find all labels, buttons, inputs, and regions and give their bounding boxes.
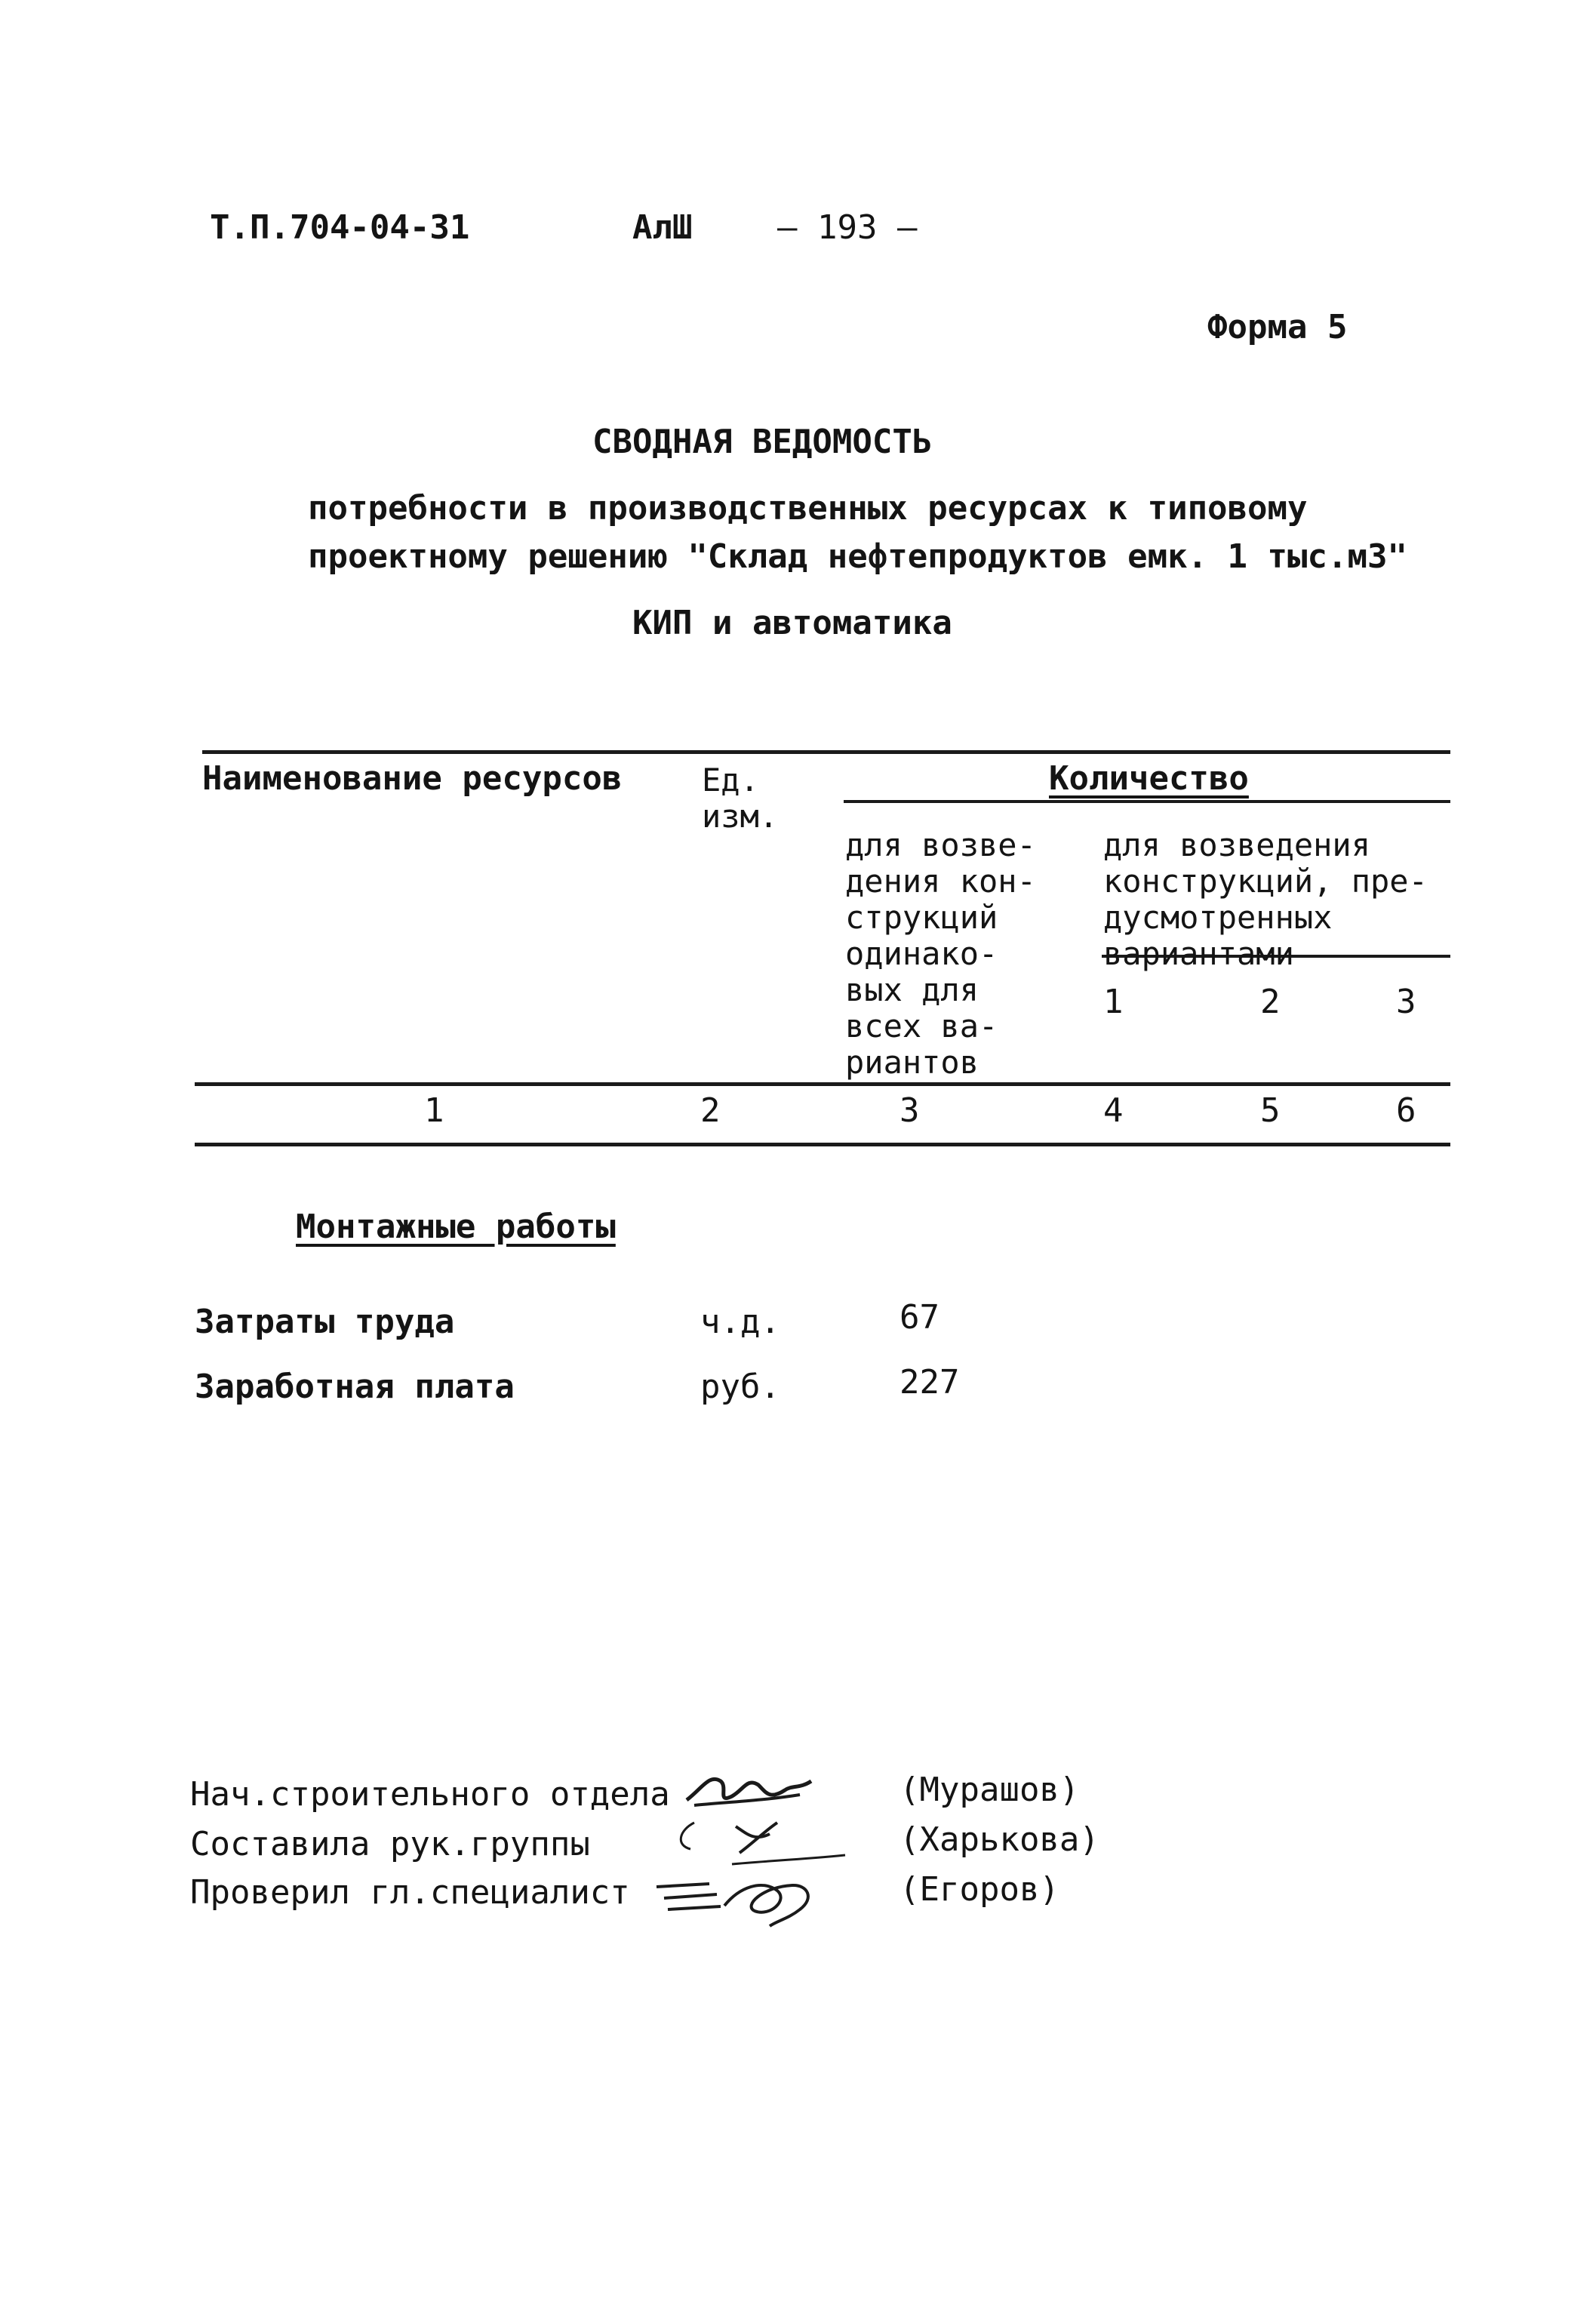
- header-quantity: Количество: [1049, 759, 1249, 798]
- header-common-constructions: для возве- дения кон- струкций одинако- вых для всех ва- риантов: [845, 826, 1036, 1081]
- subtitle-line-2: проектному решению "Склад нефтепродуктов емк. 1 тыс.м3": [308, 537, 1407, 576]
- page-number: — 193 —: [777, 208, 918, 247]
- section-heading: КИП и автоматика: [632, 604, 952, 642]
- column-number-3: 3: [899, 1091, 920, 1130]
- header-unit: Ед. изм.: [702, 762, 779, 835]
- row-wage-unit: руб.: [700, 1368, 780, 1406]
- handwritten-signature-1: [679, 1759, 830, 1819]
- row-wage-name: Заработная плата: [195, 1368, 515, 1406]
- header-variant-3: 3: [1396, 983, 1416, 1021]
- handwritten-signature-3: [649, 1864, 845, 1932]
- header-resource-name: Наименование ресурсов: [202, 759, 623, 798]
- signature-role-2: Составила рук.группы: [190, 1825, 590, 1863]
- table-section-title: Монтажные работы: [296, 1208, 616, 1246]
- row-labor-name: Затраты труда: [195, 1303, 455, 1341]
- column-number-1: 1: [424, 1091, 444, 1130]
- column-number-2: 2: [700, 1091, 721, 1130]
- album-label: АлШ: [632, 208, 693, 247]
- signature-name-1: (Мурашов): [899, 1771, 1080, 1809]
- header-variant-constructions: для возведения конструкций, пре- дусмотренных вариантами: [1103, 826, 1428, 972]
- form-label: Форма 5: [1207, 308, 1348, 346]
- quantity-underline: [844, 800, 1450, 803]
- signature-role-3: Проверил гл.специалист: [190, 1873, 630, 1912]
- document-title: СВОДНАЯ ВЕДОМОСТЬ: [592, 423, 933, 461]
- signature-name-2: (Харькова): [899, 1820, 1099, 1859]
- header-bottom-rule: [195, 1082, 1450, 1086]
- header-variant-2: 2: [1260, 983, 1281, 1021]
- table-top-rule: [202, 750, 1450, 754]
- document-code: Т.П.704-04-31: [210, 208, 470, 247]
- numbers-bottom-rule: [195, 1143, 1450, 1146]
- signature-name-3: (Егоров): [899, 1870, 1059, 1909]
- column-number-6: 6: [1396, 1091, 1416, 1130]
- header-variant-1: 1: [1103, 983, 1124, 1021]
- row-wage-value: 227: [899, 1363, 960, 1402]
- signature-role-1: Нач.строительного отдела: [190, 1775, 670, 1814]
- row-labor-unit: ч.д.: [700, 1303, 780, 1341]
- column-number-4: 4: [1103, 1091, 1124, 1130]
- column-number-5: 5: [1260, 1091, 1281, 1130]
- subtitle-line-1: потребности в производственных ресурсах к типовому: [308, 489, 1308, 528]
- row-labor-value: 67: [899, 1298, 939, 1337]
